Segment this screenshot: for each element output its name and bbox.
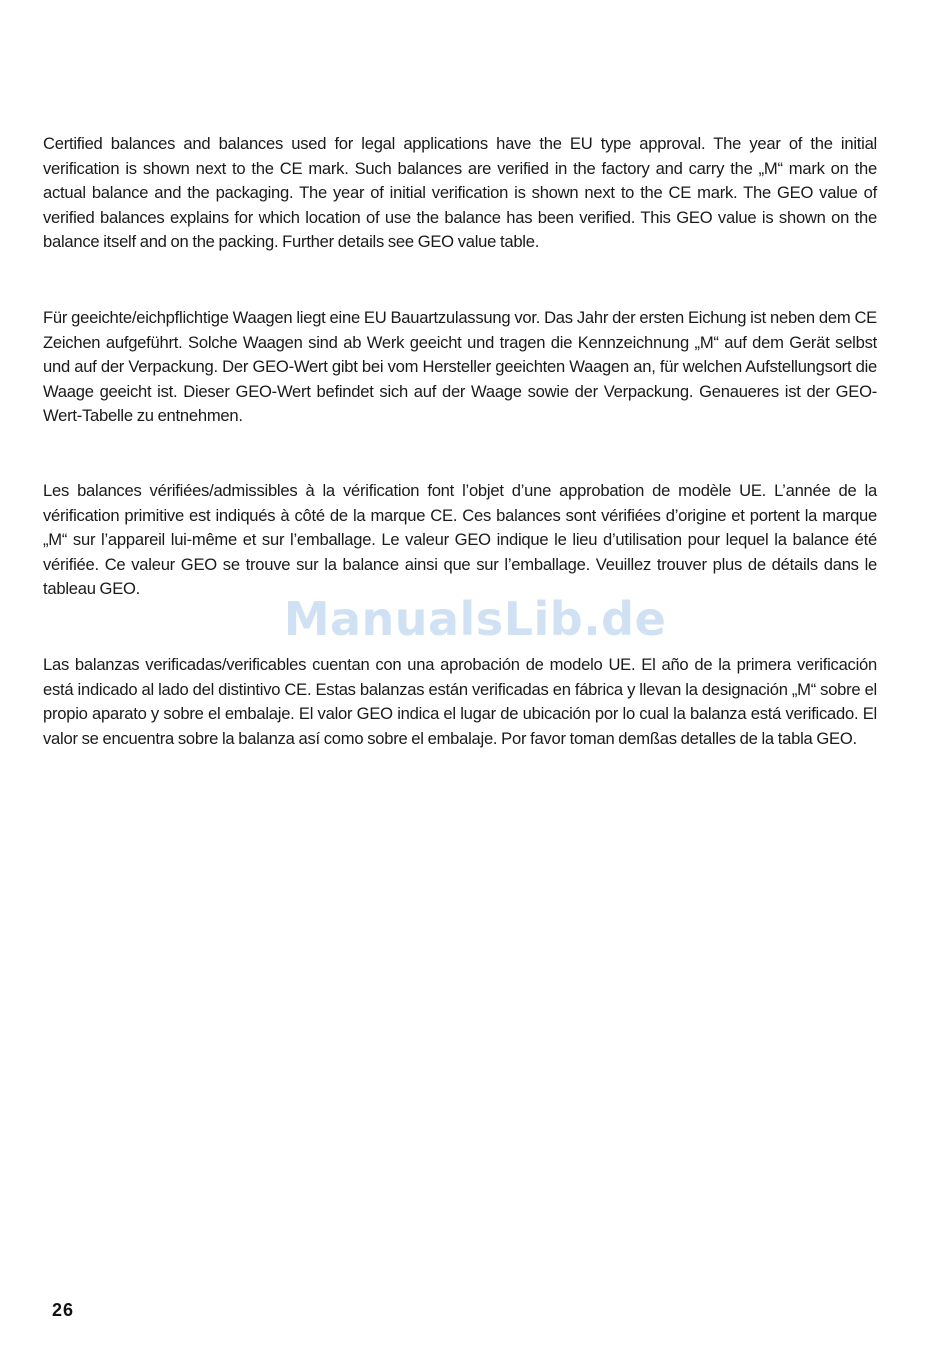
paragraph-spanish: Las balanzas verificadas/verificables cuentan con una aprobación de modelo UE. El año de la primera verificación está indicado al lado del distintivo CE. Estas balanzas están verificadas en fábrica y llevan la designación „M“ sobre el propio aparato y sobre el embalaje. El valor GEO indica el lugar de ubicación por lo cual la balanza está verificado. El valor se encuentra sobre la balanza así como sobre el embalaje. Por favor toman demßas detalles de la tabla GEO. [43, 655, 877, 748]
page-number: 26 [52, 1300, 75, 1320]
watermark-text: ManualsLib.de [283, 592, 667, 646]
paragraph-english: Certified balances and balances used for legal applications have the EU type approval. The year of the initial verification is shown next to the CE mark. Such balances are verified in the factory and carry the „M“ mark on the actual balance and the packaging. The year of initial verification is shown next to the CE mark. The GEO value of verified balances explains for which location of use the balance has been verified. This GEO value is shown on the balance itself and on the packing. Further details see GEO value table. [43, 134, 877, 251]
paragraph-french: Les balances vérifiées/admissibles à la vérification font l’objet d’une approbation de modèle UE. L’année de la vérification primitive est indiqués à côté de la marque CE. Ces balances sont vérifiées d’origine et portent la marque „M“ sur l’appareil lui-même et sur l’emballage. Le valeur GEO indique le lieu d’utilisation pour lequel la balance été vérifiée. Ce valeur GEO se trouve sur la balance ainsi que sur l’emballage. Veuillez trouver plus de détails dans le tableau GEO. [43, 481, 877, 598]
paragraph-german: Für geeichte/eichpflichtige Waagen liegt eine EU Bauartzulassung vor. Das Jahr der ersten Eichung ist neben dem CE Zeichen aufgeführt. Solche Waagen sind ab Werk geeicht und tragen die Kennzeichnung „M“ auf dem Gerät selbst und auf der Verpackung. Der GEO-Wert gibt bei vom Hersteller geeichten Waagen an, für welchen Aufstellungsort die Waage geeicht ist. Dieser GEO-Wert befindet sich auf der Waage sowie der Verpackung. Genaueres ist der GEO-Wert-Tabelle zu entnehmen. [43, 308, 877, 425]
